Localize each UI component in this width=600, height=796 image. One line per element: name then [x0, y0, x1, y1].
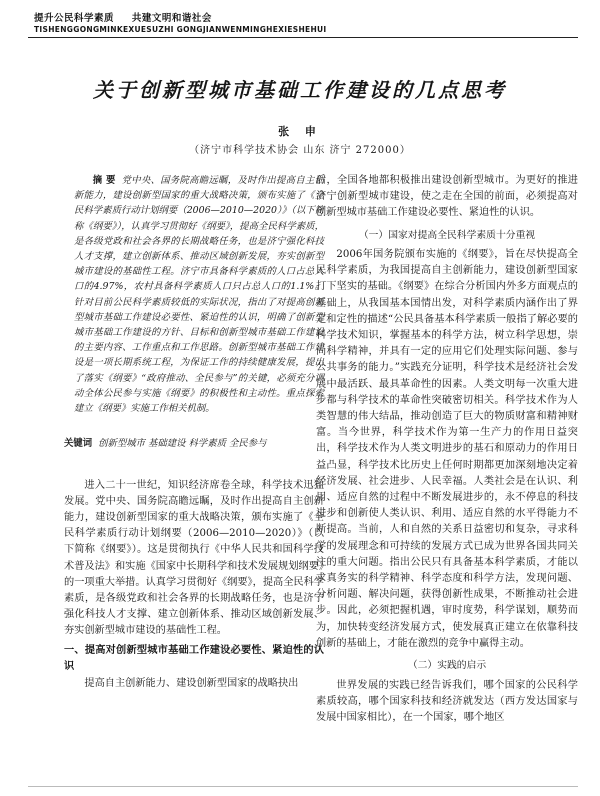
right-column: [316, 173, 578, 726]
journal-name: 提升公民科学素质: [34, 13, 115, 24]
article-title: 关于创新型城市基础工作建设的几点思考: [93, 78, 507, 102]
subsection2-paragraph-start: 世界发展的实践已经告诉我们，哪个国家的公民科学素质较高，哪个国家科技和经济就发达（西方发达国家与发展中国家相比），在一个国家，哪个地区: [316, 679, 578, 723]
series-name: 共建文明和谐社会: [131, 13, 212, 24]
section-heading-1: 一、提高对创新型城市基础工作建设必要性、紧迫性的认识: [64, 643, 324, 672]
keywords: [64, 436, 324, 451]
running-head-cn: [34, 10, 574, 24]
author-affiliation: （济宁市科学技术协会 山东 济宁 272000）: [189, 145, 411, 156]
subsection-heading-1: （一）国家对提高全民科学素质十分重视: [358, 229, 536, 241]
subsection-heading-2: （二）实践的启示: [407, 660, 487, 672]
running-head: [34, 10, 574, 34]
subsection1-paragraph: 2006年国务院颁布实施的《纲要》，旨在尽快提高全民科学素质，为我国提高自主创新能力，建设创新型国家打下坚实的基础。《纲要》在综合分析国内外多方面观点的基础上，从我国基本国情出发，对科学素质内涵作出了界定和定性的描述“公民具备基本科学素质一般指了解必要的科学技术知识，掌握基本的科学方法，树立科学思想，崇尚科学精神，并具有一定的应用它们处理实际问题、参与公共事务的能力。”实践充分证明，科学技术是经济社会发展中最活跃、最具革命性的因素。人类文明每一次重大进步都与科学技术的革命性突破密切相关。科学技术作为人类智慧的伟大结晶，推动创造了巨大的物质财富和精神财富。当今世界，科学技术作为第一生产力的作用日益突出，科学技术作为人类文明进步的基石和原动力的作用日益凸显，科学技术比历史上任何时期都更加深刻地决定着经济发展、社会进步、人民幸福。人类社会是在认识、利用、适应自然的过程中不断发展进步的，永不停息的科技进步和创新使人类认识、利用、适应自然的水平得能力不断提高。当前，人和自然的关系日益密切和复杂，寻求科学的发展理念和可持续的发展方式已成为世界各国共同关注的重大问题。指出公民只有具备基本科学素质，才能以求真务实的科学精神、科学态度和科学方法，发现问题、分析问题、解决问题，获得创新性成果，不断推动社会进步。因此，必须把握机遇，审时度势，科学谋划，顺势而为，加快转变经济发展方式，使发展真正建立在依靠科技创新的基础上，才能在激烈的竞争中赢得主动。: [316, 249, 578, 649]
running-head-pinyin: TISHENGGONGMINKEXUESUZHI GONGJIANWENMINGHEXIESHEHUI: [34, 25, 327, 34]
section1-paragraph-cont: 后，全国各地都积极推出建设创新型城市。为更好的推进济宁创新型城市建设，使之走在全国的前面，必须提高对创新型城市基础工作建设必要性、紧迫性的认识。: [316, 175, 578, 219]
header-divider: [28, 37, 578, 38]
left-column: [64, 173, 324, 692]
abstract-label: 摘 要: [92, 175, 116, 186]
abstract: [74, 173, 324, 416]
footer-divider: [28, 786, 578, 787]
article-author: 张 申: [278, 125, 322, 138]
keywords-text: 创新型城市 基础建设 科学素质 全民参与: [98, 438, 267, 450]
keywords-label: 关键词: [64, 438, 93, 450]
abstract-text: 党中央、国务院高瞻远瞩，及时作出提高自主创新能力，建设创新型国家的重大战略决策，颁布实施了《全民科学素质行动计划纲要（2006—2010—2020）》（以下简称《纲要》），认真学习贯彻好《纲要》，提高全民科学素质，是各级党政和社会各界的长期战略任务，也是济宁强化科技人才支撑，建立创新体系、推动区域创新发展，夯实创新型城市建设的基础性工程。济宁市具备科学素质的人口占总人口的4.97%，农村具备科学素质人口只占总人口的1.1%。针对目前公民科学素质较低的实际状况，指出了对提高创新型城市基础工作建设必要性、紧迫性的认识，明确了创新型城市基础工作建设的方针、目标和创新型城市基础工作建设的主要内容、工作重点和工作思路。创新型城市基础工作建设是一项长期系统工程，为保证工作的持续健康发展，提出了落实《纲要》“政府推动、全民参与”的关键，必须充分调动全体公民参与实施《纲要》的积极性和主动性。重点探索建立《纲要》实施工作相关机制。: [74, 175, 324, 415]
intro-paragraph: 进入二十一世纪，知识经济席卷全球，科学技术迅猛发展。党中央、国务院高瞻远瞩，及时作出提高自主创新能力，建设创新型国家的重大战略决策，颁布实施了《全民科学素质行动计划纲要（2006—2010—2020）》（以下简称《纲要》）。这是贯彻执行《中华人民共和国科学技术普及法》和实施《国家中长期科学和技术发展规划纲要》的一项重大举措。认真学习贯彻好《纲要》，提高全民科学素质，是各级党政和社会各界的长期战略任务，也是济宁强化科技人才支撑、建立创新体系、推动区域创新发展、夯实创新型城市建设的基础性工程。: [64, 479, 324, 637]
section1-paragraph-start: 提高自主创新能力、建设创新型国家的战略抉出: [84, 678, 299, 690]
